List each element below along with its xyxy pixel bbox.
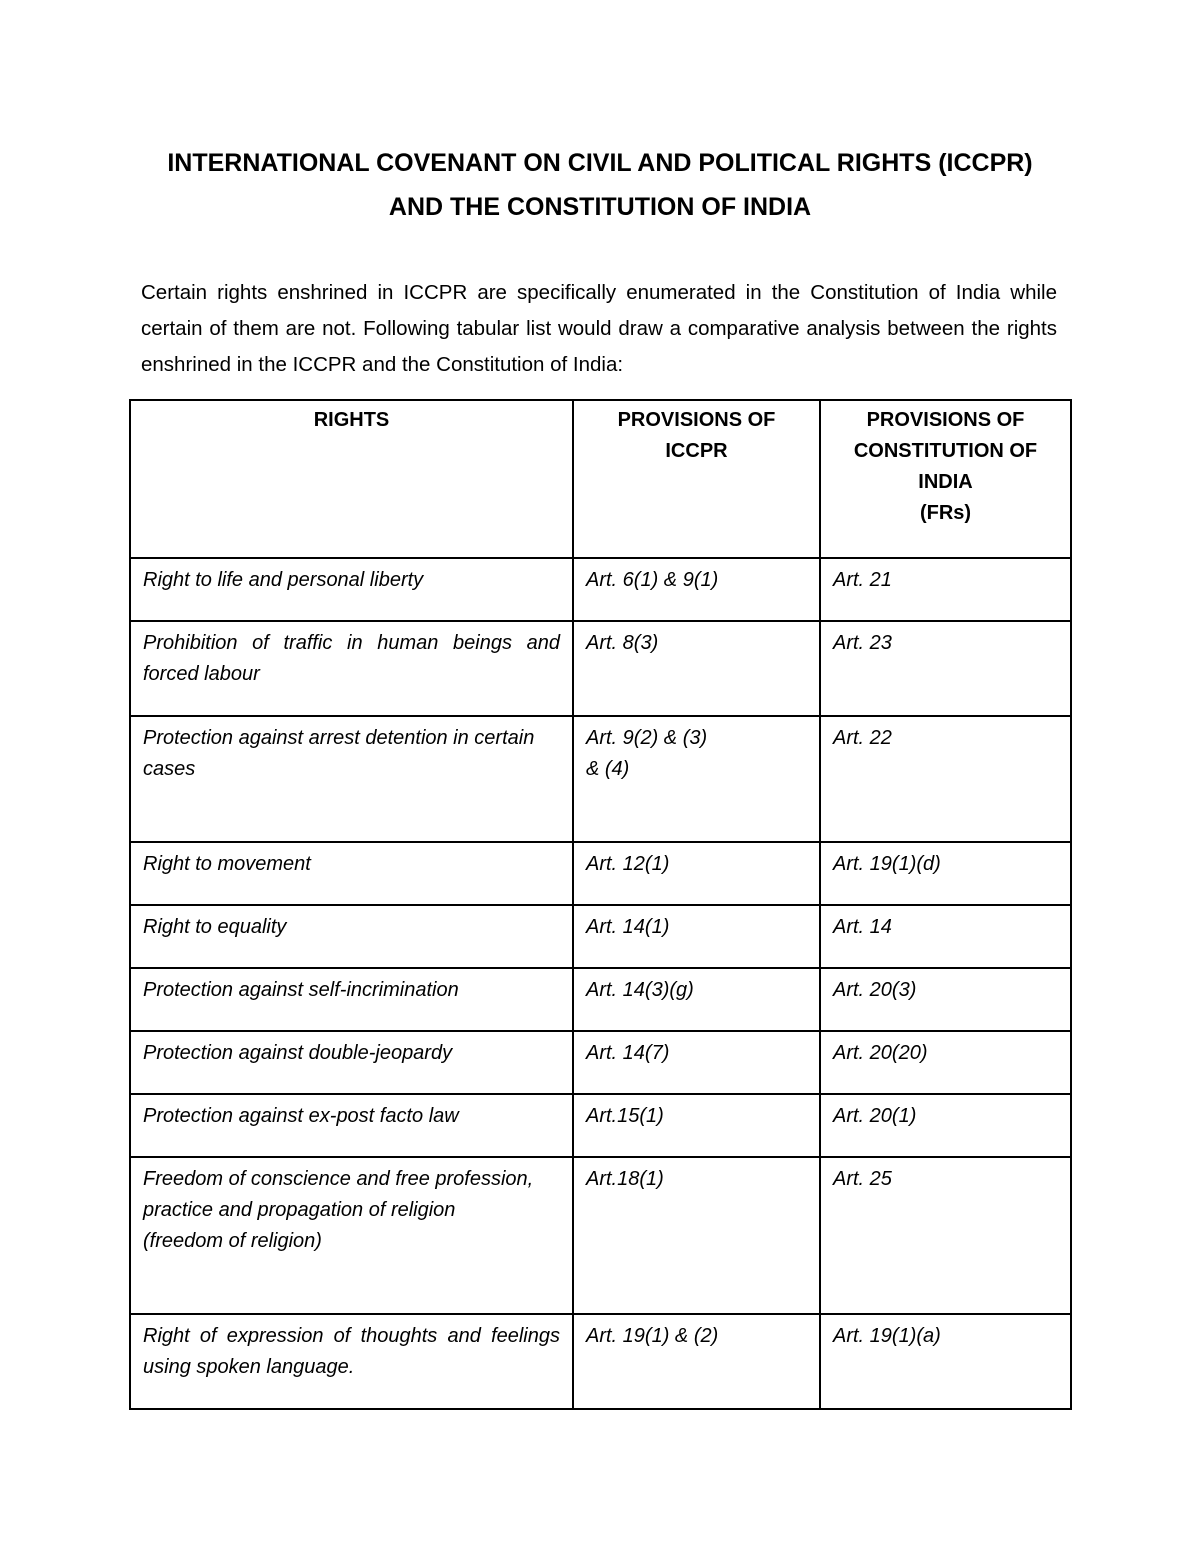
iccpr-cell: Art. 14(7) (573, 1031, 820, 1094)
document-title-line-1: INTERNATIONAL COVENANT ON CIVIL AND POLITICAL RIGHTS (ICCPR) (167, 149, 1033, 177)
constitution-cell: Art. 20(3) (820, 968, 1071, 1031)
iccpr-cell: Art. 19(1) & (2) (573, 1314, 820, 1409)
right-cell: Protection against self-incrimination (130, 968, 573, 1031)
document-title-line-2: AND THE CONSTITUTION OF INDIA (388, 193, 812, 221)
iccpr-cell: Art. 6(1) & 9(1) (573, 558, 820, 621)
right-cell: Prohibition of traffic in human beings and forced labour (130, 621, 573, 716)
table-row (130, 716, 1071, 842)
table-row (130, 558, 1071, 621)
constitution-cell: Art. 19(1)(d) (820, 842, 1071, 905)
right-cell: Right of expression of thoughts and feelings using spoken language. (130, 1314, 573, 1409)
table-row (130, 1031, 1071, 1094)
constitution-cell: Art. 25 (820, 1157, 1071, 1314)
right-cell: Freedom of conscience and free profession, practice and propagation of religion (freedom of religion) (130, 1157, 573, 1314)
table-row (130, 968, 1071, 1031)
iccpr-cell: Art. 12(1) (573, 842, 820, 905)
constitution-cell: Art. 14 (820, 905, 1071, 968)
constitution-cell: Art. 22 (820, 716, 1071, 842)
table-row (130, 1314, 1071, 1409)
constitution-cell: Art. 23 (820, 621, 1071, 716)
iccpr-cell: Art.18(1) (573, 1157, 820, 1314)
iccpr-cell: Art. 9(2) & (3) & (4) (573, 716, 820, 842)
right-cell: Protection against double-jeopardy (130, 1031, 573, 1094)
iccpr-cell: Art. 14(3)(g) (573, 968, 820, 1031)
table-row (130, 1094, 1071, 1157)
intro-paragraph: Certain rights enshrined in ICCPR are specifically enumerated in the Constitution of India while certain of them are not. Following tabular list would draw a comparative analysis between the rights enshrined in the ICCPR and the Constitution of India: (141, 281, 1057, 376)
right-cell: Protection against ex-post facto law (130, 1094, 573, 1157)
header-iccpr-provisions: PROVISIONS OF ICCPR (573, 400, 820, 558)
constitution-cell: Art. 20(1) (820, 1094, 1071, 1157)
table-row (130, 842, 1071, 905)
iccpr-cell: Art. 8(3) (573, 621, 820, 716)
right-cell: Protection against arrest detention in certain cases (130, 716, 573, 842)
rights-comparison-table (129, 399, 1072, 1410)
table-row (130, 1157, 1071, 1314)
constitution-cell: Art. 19(1)(a) (820, 1314, 1071, 1409)
header-constitution-provisions: PROVISIONS OF CONSTITUTION OF INDIA (FRs) (820, 400, 1071, 558)
header-rights: RIGHTS (130, 400, 573, 558)
iccpr-cell: Art. 14(1) (573, 905, 820, 968)
table-row (130, 621, 1071, 716)
constitution-cell: Art. 21 (820, 558, 1071, 621)
table-row (130, 905, 1071, 968)
iccpr-cell: Art.15(1) (573, 1094, 820, 1157)
right-cell: Right to life and personal liberty (130, 558, 573, 621)
constitution-cell: Art. 20(20) (820, 1031, 1071, 1094)
table-header-row (130, 400, 1071, 558)
right-cell: Right to movement (130, 842, 573, 905)
right-cell: Right to equality (130, 905, 573, 968)
